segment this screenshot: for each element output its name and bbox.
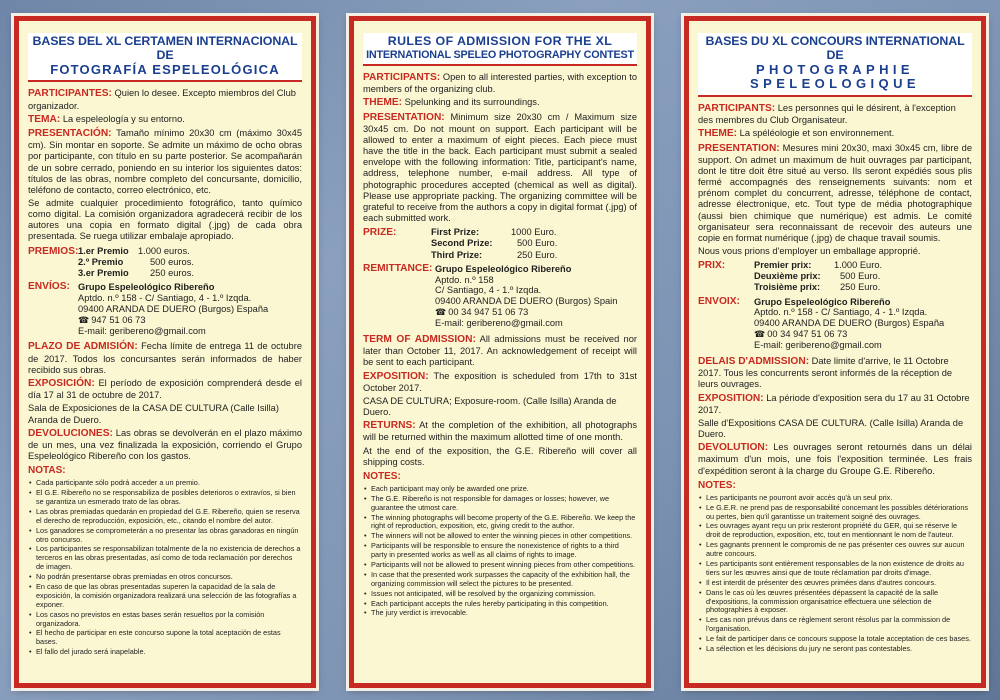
address-block xyxy=(754,297,944,351)
exhibition-section xyxy=(363,371,637,394)
notes-list xyxy=(28,479,302,657)
prize-amount: 500 Euro. xyxy=(517,238,558,249)
organization-name: Grupo Espeleológico Ribereño xyxy=(78,282,215,293)
prize-name: First Prize: xyxy=(431,227,480,238)
note-item: • Le G.E.R. ne prend pas de responsabilité concernant les possibles détériorations ou pertes, bien qu'il garantisse un traitement soigné des ouvrages. xyxy=(698,504,972,522)
participants-label: PARTICIPANTES: xyxy=(28,88,112,100)
prize-name: Second Prize: xyxy=(431,238,493,249)
panel-body xyxy=(354,72,646,618)
prize-name: 2.º Premio xyxy=(78,256,124,267)
prize-row xyxy=(78,268,194,279)
address-line-1: Aptdo. n.º 158 - C/ Santiago, 4 - 1.º Izqda. xyxy=(754,307,928,318)
email-line: E-mail: geribereno@gmail.com xyxy=(78,325,206,336)
shipping-section xyxy=(28,281,302,339)
presentation-text-2: Se admite cualquier procedimiento fotográfico, tanto químico como digital. La comisión organizadora agradecerá recibir de los autores una copia en formato digital (.jpg) de cada obra presentada. Se ruega utilizar embalaje apropiado. xyxy=(28,197,302,242)
note-item: • Los participantes se responsabilizan totalmente de la no existencia de derechos a terceros en las obras presentadas, así como de toda reclamación por derechos de imagen. xyxy=(28,545,302,572)
address-line-2: 09400 ARANDA DE DUERO (Burgos) España xyxy=(754,318,945,329)
returns-text-2: At the end of the exposition, the G.E. Ribereño will cover all shipping costs. xyxy=(363,445,637,467)
prize-row xyxy=(754,282,882,293)
prize-row xyxy=(754,260,882,271)
prize-name: Third Prize: xyxy=(431,249,483,260)
deadline-label: TERM OF ADMISSION: xyxy=(363,333,476,345)
participants-section xyxy=(698,103,972,126)
exhibition-text: La période d'exposition sera du 17 au 31 Octobre 2017. xyxy=(698,392,970,415)
exhibition-section xyxy=(28,378,302,401)
address-line-1b: C/ Santiago, 4 - 1.º Izqda. xyxy=(435,285,542,296)
prize-amount: 500 euros. xyxy=(150,256,194,267)
deadline-text: Date limite d'arrive, le 11 Octobre 2017. Tous les concurrents seront informés de la réception de leurs ouvrages. xyxy=(698,355,953,390)
note-item: • Each participant may only be awarded one prize. xyxy=(363,485,637,494)
prize-row xyxy=(431,227,557,238)
returns-text: Las obras se devolverán en el plazo máximo de un mes, una vez finalizada la exposición, corriendo el Grupo Espeleológico Ribereño con los gastos. xyxy=(28,427,302,462)
returns-section xyxy=(363,420,637,443)
deadline-section xyxy=(28,341,302,376)
participants-label: PARTICIPANTS: xyxy=(698,102,776,114)
prizes-label: PREMIOS: xyxy=(28,245,79,257)
exhibition-text: El período de exposición comprenderá desde el día 17 al 31 de octubre de 2017. xyxy=(28,377,302,401)
phone-icon: ☎ xyxy=(754,329,766,340)
phone-line xyxy=(435,307,617,318)
exhibition-label: EXPOSITION: xyxy=(363,370,429,382)
prizes-section xyxy=(28,246,302,279)
exhibition-text-2: Sala de Exposiciones de la CASA DE CULTURA (Calle Isilla) Aranda de Duero. xyxy=(28,403,279,425)
theme-label: THEME: xyxy=(698,128,738,140)
participants-text: Open to all interested parties, with exception to members of the organizing club. xyxy=(363,71,637,95)
note-item: • Il est interdit de présenter des œuvres primées dans d'autres concours. xyxy=(698,579,972,588)
presentation-label: PRESENTACIÓN: xyxy=(28,127,112,139)
note-item: • El G.E. Ribereño no se responsabiliza de posibles deterioros o extravíos, si bien se garantiza un esmerado trato de las obras. xyxy=(28,489,302,507)
participants-section xyxy=(28,88,302,111)
prize-row xyxy=(431,250,557,261)
note-item: • Les ouvrages ayant reçu un prix resteront propriété du GER, qui se réserve le droit de reproduction, exposition, etc, tout en mentionnant le nom de l'auteur. xyxy=(698,522,972,540)
presentation-section xyxy=(698,143,972,244)
prize-row xyxy=(431,238,557,249)
prize-name: 3.er Premio xyxy=(78,267,129,278)
deadline-label: PLAZO DE ADMISIÓN: xyxy=(28,341,138,353)
email-line: E-mail: geribereno@gmail.com xyxy=(754,340,882,351)
note-item: • Les gagnants prennent le compromis de ne pas présenter ces ouvres sur aucun autre concours. xyxy=(698,541,972,559)
theme-label: TEMA: xyxy=(28,113,61,125)
returns-label: DEVOLUCIONES: xyxy=(28,427,113,439)
note-item: • The G.E. Ribereño is not responsible for damages or losses; however, we guarantee the utmost care. xyxy=(363,495,637,513)
prize-row xyxy=(78,257,194,268)
exhibition-text-2: CASA DE CULTURA; Exposure-room. (Calle Isilla) Aranda de Duero. xyxy=(363,395,617,418)
exhibition-label: EXPOSITION: xyxy=(698,392,764,404)
phone-icon: ☎ xyxy=(78,314,90,325)
phone-number: 00 34 947 51 06 73 xyxy=(767,329,848,340)
panel-french xyxy=(684,16,986,688)
shipping-label: REMITTANCE: xyxy=(363,262,433,274)
shipping-label: ENVOIX: xyxy=(698,295,740,307)
panel-spanish xyxy=(14,16,316,688)
returns-text: Les ouvrages seront retournés dans un délai maximum d'un mois, une fois l'exposition terminée. Les frais d'expédition seront à la charge du Groupe G.E. Ribereño. xyxy=(698,442,972,476)
shipping-section xyxy=(363,263,637,332)
prize-name: 1.er Premio xyxy=(78,245,129,256)
prize-row xyxy=(754,271,882,282)
exhibition-label: EXPOSICIÓN: xyxy=(28,377,95,389)
prizes-list xyxy=(754,260,882,293)
note-item: • The jury verdict is irrevocable. xyxy=(363,609,637,618)
note-item: • Los ganadores se comprometerán a no presentar las obras ganadoras en ningún otro concurso. xyxy=(28,527,302,545)
deadline-section xyxy=(698,356,972,391)
returns-label: RETURNS: xyxy=(363,420,416,432)
title-line-1: RULES OF ADMISSION FOR THE XL xyxy=(387,34,613,48)
note-item: • Les cas non prévus dans ce règlement seront résolus par la commission de l'organisation. xyxy=(698,616,972,634)
note-item: • Los casos no previstos en estas bases serán resueltos por la comisión organizadora. xyxy=(28,611,302,629)
prizes-section xyxy=(363,227,637,260)
presentation-text: Tamaño mínimo 20x30 cm (máximo 30x45 cm). Sin montar en soporte. Se admite un máximo de ocho obras por participante, con título en su parte posterior. Se acompañarán de un sobre cerrado, poniendo en su interior los siguientes datos: títulos de las obras, nombre completo del concursante, domicilio, teléfono de contacto, correo electrónico, etc. xyxy=(28,127,302,195)
prizes-section xyxy=(698,260,972,293)
phone-number: 947 51 06 73 xyxy=(91,314,146,325)
address-line-2: 09400 ARANDA DE DUERO (Burgos) Spain xyxy=(435,296,618,307)
prizes-label: PRIX: xyxy=(698,260,726,272)
note-item: • In case that the presented work surpasses the capacity of the exhibition hall, the organizing commission will select the pictures to be presented. xyxy=(363,571,637,589)
presentation-label: PRESENTATION: xyxy=(363,111,445,123)
notes-label: NOTES: xyxy=(363,470,401,482)
note-item: • Le fait de participer dans ce concours suppose la totale acceptation de ces bases. xyxy=(698,635,972,644)
panel-body xyxy=(689,103,981,654)
note-item: • Each participant accepts the rules hereby participating in this competition. xyxy=(363,600,637,609)
deadline-text: All admissions must be received nor later than October 11, 2017. An acknowledgement of receipt will be sent to each participant. xyxy=(363,333,637,368)
phone-line xyxy=(754,329,944,340)
prize-amount: 250 Euro. xyxy=(840,282,881,293)
note-item: • Las obras premiadas quedarán en propiedad del G.E. Ribereño, quien se reserva el derecho de reproducción, exposición, etc., citando el nombre del autor. xyxy=(28,508,302,526)
prize-row xyxy=(78,246,194,257)
presentation-text: Minimum size 20x30 cm / Maximum size 30x45 cm. Do not mount on support. Each participant will be allowed to enter a maximum of eight pieces. Each piece must have the title in the back. Each participant must submit a sealed envelope with the following information: Title, participant's name, address, telephone number, e-mail address. All type of photographic procedures accepted (chemical as well as digital). Please use appropriate packing. The organizing committee will be grateful to receive from the authors a copy in digital format (.jpg) of each submitted work. xyxy=(363,111,637,224)
note-item: • Dans le cas où les œuvres présentées dépassent la capacité de la salle d'expositions, la commission organisatrice effectuera une sélection de photographies à exposer. xyxy=(698,589,972,616)
theme-label: THEME: xyxy=(363,97,403,109)
exhibition-text: The exposition is scheduled from 17th to 31st October 2017. xyxy=(363,370,637,393)
theme-text: La spéléologie et son environnement. xyxy=(737,128,895,139)
title-line-1: BASES DU XL CONCOURS INTERNATIONAL DE xyxy=(705,34,965,62)
phone-number: 00 34 947 51 06 73 xyxy=(448,307,529,318)
organization-name: Grupo Espeleológico Ribereño xyxy=(435,263,572,274)
exhibition-text-2: Salle d'Expositions CASA DE CULTURA. (Calle Isilla) Aranda de Duero. xyxy=(698,417,964,440)
presentation-section xyxy=(28,128,302,196)
presentation-section xyxy=(363,112,637,225)
title-line-2: PHOTOGRAPHIE SPELEOLOGIQUE xyxy=(750,61,920,92)
prize-name: Premier prix: xyxy=(754,260,812,271)
prize-name: Deuxième prix: xyxy=(754,271,821,282)
prize-name: Troisième prix: xyxy=(754,282,821,293)
participants-text: Les personnes qui le désirent, à l'exception des membres du Club Organisateur. xyxy=(698,102,956,126)
theme-section xyxy=(698,128,972,140)
presentation-text-2: Nous vous prions d'employer un emballage approprié. xyxy=(698,245,921,256)
returns-section xyxy=(698,442,972,477)
note-item: • Les participants ne pourront avoir accès qu'à un seul prix. xyxy=(698,494,972,503)
address-line-2: 09400 ARANDA DE DUERO (Burgos) España xyxy=(78,303,269,314)
deadline-text: Fecha límite de entrega 11 de octubre de 2017. Todos los concursantes serán informados de haber recibido sus obras. xyxy=(28,341,302,375)
panel-body xyxy=(19,88,311,657)
note-item: • Cada participante sólo podrá acceder a un premio. xyxy=(28,479,302,488)
prize-amount: 250 Euro. xyxy=(517,249,558,260)
note-item: • Issues not anticipated, will be resolved by the organizing commission. xyxy=(363,590,637,599)
address-block xyxy=(78,282,268,336)
presentation-label: PRESENTATION: xyxy=(698,142,780,154)
theme-section xyxy=(363,97,637,109)
note-item: • The winning photographs will become property of the G.E. Ribereño. We keep the right of reproduction, exposition, etc, giving credit to the author. xyxy=(363,514,637,532)
exhibition-section xyxy=(698,393,972,416)
panel-title xyxy=(363,33,637,66)
notes-list xyxy=(698,494,972,654)
address-line-1: Aptdo. n.º 158 xyxy=(435,274,494,285)
note-item: • Participants will not be allowed to present winning pieces from other competitions. xyxy=(363,561,637,570)
deadline-label: DELAIS D'ADMISSION: xyxy=(698,355,810,367)
phone-icon: ☎ xyxy=(435,307,447,318)
note-item: • El hecho de participar en este concurso supone la total aceptación de estas bases. xyxy=(28,629,302,647)
note-item: • Les participants sont entièrement responsables de la non existence de droits au tiers sur les œuvres ainsi que de toute réclamation par droits d'image. xyxy=(698,560,972,578)
returns-text: At the completion of the exhibition, all photographs will be returned within the maximum allotted time of one month. xyxy=(363,420,637,443)
prize-amount: 1000 Euro. xyxy=(511,227,557,238)
participants-text: Quien lo desee. Excepto miembros del Club organizador. xyxy=(28,88,296,111)
panel-title xyxy=(28,33,302,82)
deadline-section xyxy=(363,334,637,369)
notes-label: NOTES: xyxy=(698,479,736,491)
prizes-label: PRIZE: xyxy=(363,227,397,239)
theme-section xyxy=(28,114,302,126)
organization-name: Grupo Espeleológico Ribereño xyxy=(754,296,891,307)
shipping-label: ENVÍOS: xyxy=(28,281,70,293)
prize-amount: 1.000 euros. xyxy=(138,245,190,256)
note-item: • La sélection et les décisions du jury ne seront pas contestables. xyxy=(698,645,972,654)
address-line-1: Aptdo. n.º 158 - C/ Santiago, 4 - 1.º Izqda. xyxy=(78,292,252,303)
title-line-2: FOTOGRAFÍA ESPELEOLÓGICA xyxy=(50,61,280,77)
participants-section xyxy=(363,72,637,95)
prize-amount: 250 euros. xyxy=(150,267,194,278)
prize-amount: 500 Euro. xyxy=(840,271,881,282)
notes-list xyxy=(363,485,637,618)
note-item: • No podrán presentarse obras premiadas en otros concursos. xyxy=(28,573,302,582)
note-item: • En caso de que las obras presentadas superen la capacidad de la sala de exposición, la comisión organizadora realizará una selección de las fotografías a exponer. xyxy=(28,583,302,610)
panel-title xyxy=(698,33,972,97)
panel-english xyxy=(349,16,651,688)
participants-label: PARTICIPANTS: xyxy=(363,71,441,83)
theme-text: Spelunking and its surroundings. xyxy=(402,97,540,108)
prize-amount: 1.000 Euro. xyxy=(834,260,883,271)
phone-line xyxy=(78,315,268,326)
note-item: • The winners will not be allowed to enter the winning pieces in other competitions. xyxy=(363,532,637,541)
address-block xyxy=(435,264,617,329)
title-line-2: INTERNATIONAL SPELEO PHOTOGRAPHY CONTEST xyxy=(366,48,634,61)
title-line-1: BASES DEL XL CERTAMEN INTERNACIONAL DE xyxy=(32,34,298,62)
prizes-list xyxy=(78,246,194,279)
returns-section xyxy=(28,428,302,463)
returns-label: DEVOLUTION: xyxy=(698,442,769,454)
email-line: E-mail: geribereno@gmail.com xyxy=(435,318,563,329)
note-item: • El fallo del jurado será inapelable. xyxy=(28,648,302,657)
notes-label: NOTAS: xyxy=(28,465,66,477)
shipping-section xyxy=(698,296,972,354)
theme-text: La espeleología y su entorno. xyxy=(60,113,185,124)
note-item: • Participants will be responsible to ensure the nonexistence of rights to a third party in presented works as well as all claims of rights to image. xyxy=(363,542,637,560)
prizes-list xyxy=(431,227,557,260)
presentation-text: Mesures mini 20x30, maxi 30x45 cm, libre de support. On admet un maximum de huit ouvrages par participant, dont le titre doit être situé au verso. Ils seront expédiés sous plis fermé accompagnés des renseignements suivants: nom et prénom complet du concurrent, adresse, téléphone de contact, adresse électronique, etc. Tout type de média photographique (aussi bien chimique que numérique) est admis. Le comité organisateur sera reconnaissant de recevoir des auteurs une copie en format numérique (.jpg) de chaque travail soumis. xyxy=(698,142,972,243)
